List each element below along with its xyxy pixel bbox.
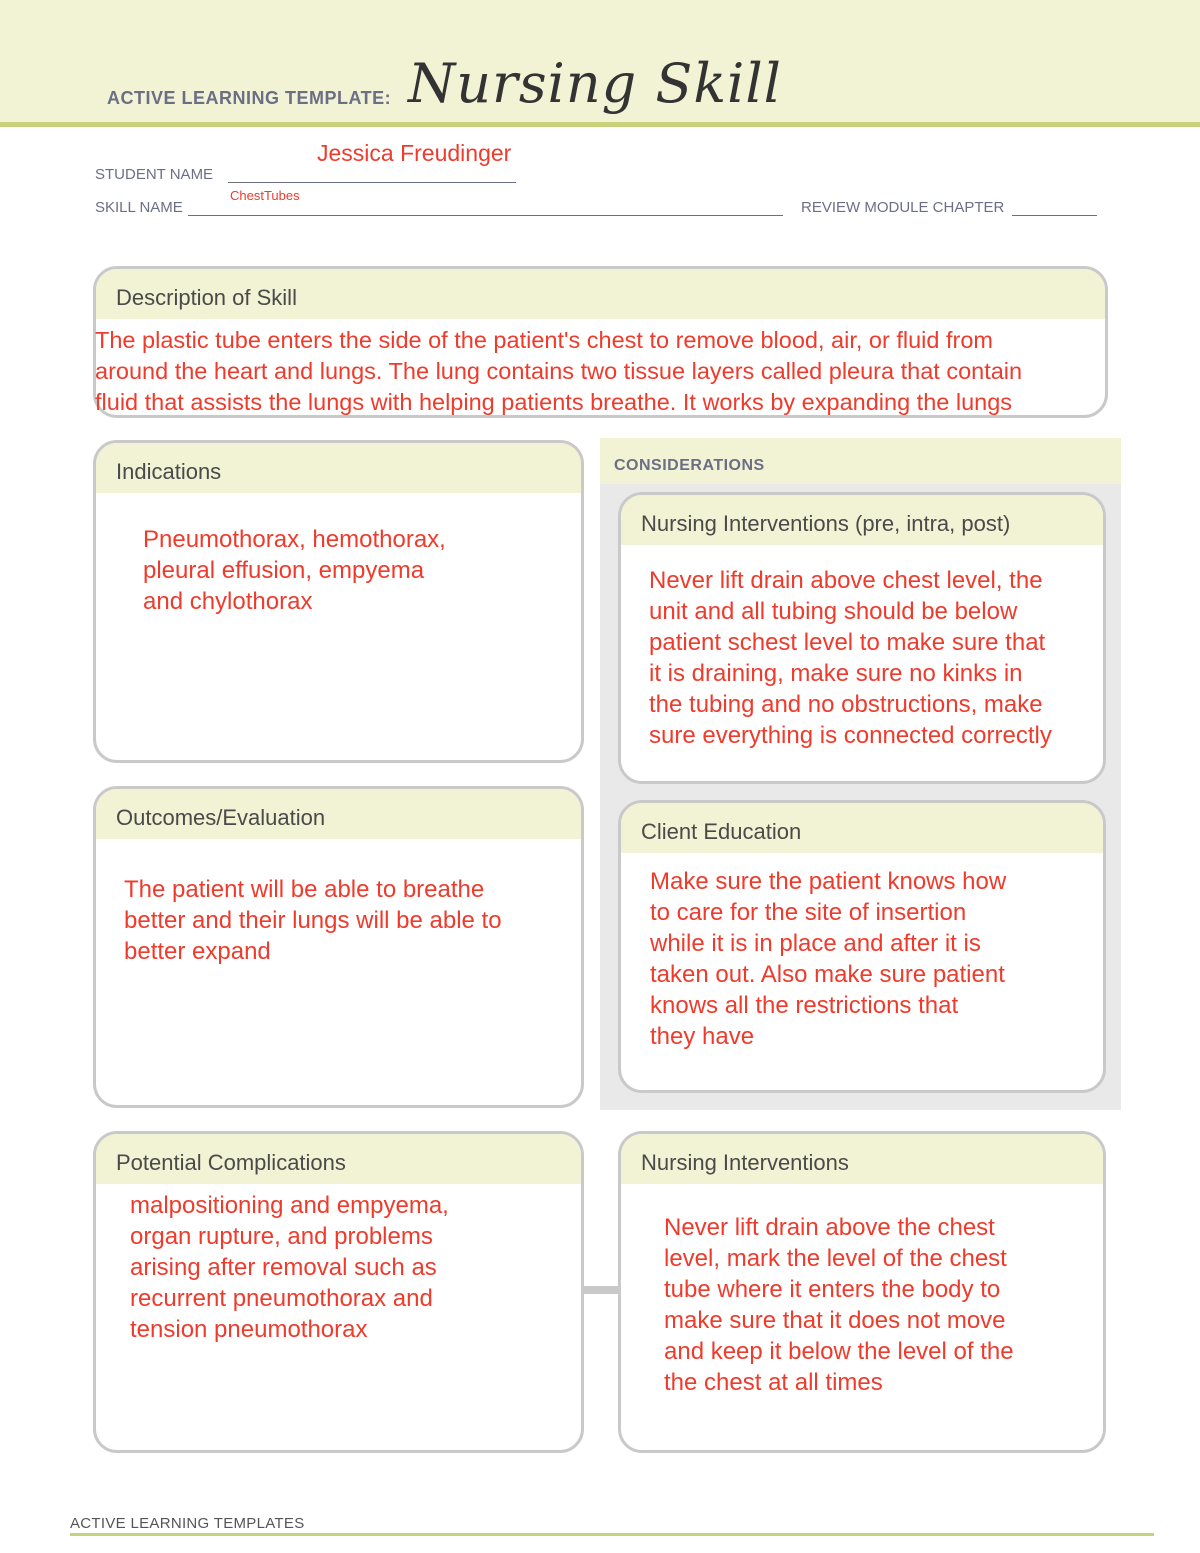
description-line: around the heart and lungs. The lung contains two tissue layers called pleura that contain bbox=[95, 358, 1023, 384]
indications-line: and chylothorax bbox=[143, 588, 313, 615]
considerations-label: CONSIDERATIONS bbox=[614, 457, 765, 474]
outcomes-line: The patient will be able to breathe bbox=[124, 876, 485, 903]
complications-line: arising after removal such as bbox=[130, 1254, 437, 1281]
client-education-title: Client Education bbox=[621, 803, 1103, 853]
pip-line: patient schest level to make sure that bbox=[649, 629, 1046, 656]
nursing-interventions-title: Nursing Interventions bbox=[621, 1134, 1103, 1184]
pip-line: sure everything is connected correctly bbox=[649, 722, 1052, 749]
skill-name-value[interactable]: ChestTubes bbox=[230, 188, 300, 203]
nursing-interventions-text[interactable] bbox=[664, 1212, 1014, 1398]
complications-text[interactable] bbox=[130, 1190, 449, 1345]
outcomes-line: better and their lungs will be able to bbox=[124, 907, 502, 934]
footer-label: ACTIVE LEARNING TEMPLATES bbox=[70, 1515, 305, 1532]
nursing-interventions-line: make sure that it does not move bbox=[664, 1307, 1006, 1334]
skill-name-label: SKILL NAME bbox=[95, 199, 183, 216]
client-education-text[interactable] bbox=[650, 866, 1006, 1052]
outcomes-line: better expand bbox=[124, 938, 271, 965]
complications-line: malpositioning and empyema, bbox=[130, 1192, 449, 1219]
client-education-line: while it is in place and after it is bbox=[650, 930, 981, 957]
nursing-interventions-line: and keep it below the level of the bbox=[664, 1338, 1014, 1365]
student-name-value[interactable]: Jessica Freudinger bbox=[317, 140, 512, 166]
description-text[interactable] bbox=[95, 325, 1022, 418]
nursing-interventions-line: level, mark the level of the chest bbox=[664, 1245, 1007, 1272]
footer-rule bbox=[70, 1533, 1154, 1536]
complications-line: organ rupture, and problems bbox=[130, 1223, 433, 1250]
pip-line: Never lift drain above chest level, the bbox=[649, 567, 1043, 594]
outcomes-text[interactable] bbox=[124, 874, 502, 967]
nursing-interventions-line: the chest at all times bbox=[664, 1369, 883, 1396]
connector-bar bbox=[582, 1286, 620, 1294]
student-name-line bbox=[228, 182, 516, 183]
complications-line: tension pneumothorax bbox=[130, 1316, 368, 1343]
pip-line: the tubing and no obstructions, make bbox=[649, 691, 1043, 718]
header-rule bbox=[0, 122, 1200, 127]
pip-line: unit and all tubing should be below bbox=[649, 598, 1018, 625]
description-line: fluid that assists the lungs with helping patients breathe. It works by expanding the lungs bbox=[95, 389, 1013, 415]
outcomes-title: Outcomes/Evaluation bbox=[96, 789, 581, 839]
complications-title: Potential Complications bbox=[96, 1134, 581, 1184]
nursing-interventions-line: tube where it enters the body to bbox=[664, 1276, 1001, 1303]
nursing-interventions-line: Never lift drain above the chest bbox=[664, 1214, 995, 1241]
client-education-line: Make sure the patient knows how bbox=[650, 868, 1007, 895]
client-education-line: knows all the restrictions that bbox=[650, 992, 959, 1019]
indications-text[interactable] bbox=[143, 524, 446, 617]
template-label: ACTIVE LEARNING TEMPLATE: bbox=[107, 88, 392, 108]
client-education-line: to care for the site of insertion bbox=[650, 899, 967, 926]
nursing-interventions-pip-title: Nursing Interventions (pre, intra, post) bbox=[621, 495, 1103, 545]
complications-line: recurrent pneumothorax and bbox=[130, 1285, 433, 1312]
skill-name-line bbox=[188, 215, 783, 216]
indications-line: Pneumothorax, hemothorax, bbox=[143, 526, 446, 553]
review-module-label: REVIEW MODULE CHAPTER bbox=[801, 199, 1005, 216]
client-education-line: taken out. Also make sure patient bbox=[650, 961, 1005, 988]
template-title: Nursing Skill bbox=[408, 52, 782, 115]
client-education-line: they have bbox=[650, 1023, 755, 1050]
description-line: The plastic tube enters the side of the patient's chest to remove blood, air, or fluid from bbox=[95, 327, 993, 353]
review-module-line[interactable] bbox=[1012, 215, 1097, 216]
indications-title: Indications bbox=[96, 443, 581, 493]
pip-line: it is draining, make sure no kinks in bbox=[649, 660, 1023, 687]
student-name-label: STUDENT NAME bbox=[95, 166, 214, 183]
nursing-interventions-pip-text[interactable] bbox=[649, 565, 1052, 751]
indications-line: pleural effusion, empyema bbox=[143, 557, 425, 584]
description-title: Description of Skill bbox=[96, 269, 1105, 319]
